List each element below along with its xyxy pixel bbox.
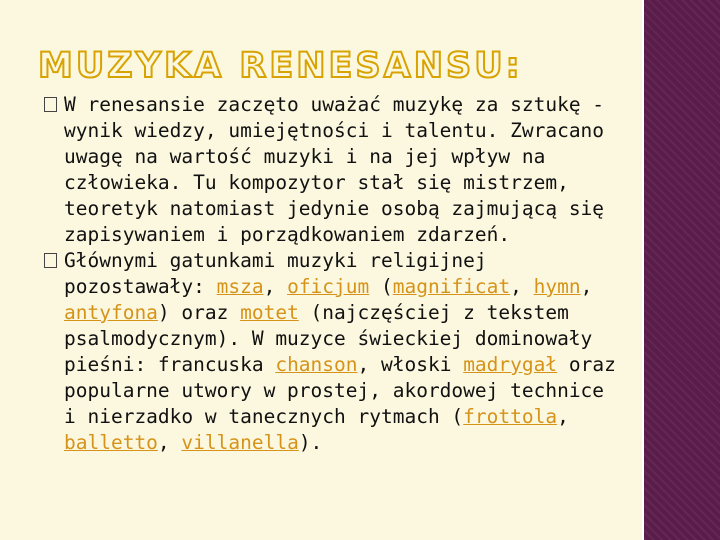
link-motet[interactable]: motet [240,301,299,324]
link-antyfona[interactable]: antyfona [64,301,158,324]
slide-title: MUZYKA RENESANSU: [38,46,523,86]
bullet-item-2 [44,248,624,456]
link-villanella[interactable]: villanella [181,431,299,454]
link-balletto[interactable]: balletto [64,431,158,454]
link-msza[interactable]: msza [216,275,264,298]
link-magnificat[interactable]: magnificat [392,275,511,298]
bullet-2-text: , [263,275,288,298]
bullet-item-1 [44,92,624,248]
decorative-side-strip [642,0,720,540]
link-chanson[interactable]: chanson [275,353,358,376]
bullet-2-text: , [580,275,593,298]
bullet-2-text: , włoski [357,353,464,376]
link-hymn[interactable]: hymn [533,275,581,298]
bullet-2-text: ( [369,275,393,298]
bullet-2-text: , [557,405,569,428]
bullet-box-icon [44,253,57,268]
bullet-box-icon [44,97,57,112]
bullet-2-text: oraz popularne utwory w prostej, akordowej technice i nierzadko w tanecznych rytmach ( [64,353,616,428]
link-frottola[interactable]: frottola [463,405,558,428]
slide-content [44,92,624,456]
bullet-2-text: ). [298,431,323,454]
bullet-2-text: Głównymi gatunkami muzyki religijnej pozostawały: [64,249,487,298]
link-madrygal[interactable]: madrygał [463,353,558,376]
bullet-2-text: (najczęściej z tekstem psalmodycznym). W muzyce świeckiej dominowały pieśni: francuska [64,301,593,376]
bullet-2-text: , [157,431,182,454]
link-oficjum[interactable]: oficjum [287,275,370,298]
strip-hatch-pattern [644,0,720,540]
bullet-1-text: W renesansie zaczęto uważać muzykę za sztukę - wynik wiedzy, umiejętności i talentu. Zwracano uwagę na wartość muzyki i na jej wpływ na człowieka. Tu kompozytor stał się mistrzem, teoretyk natomiast jedynie osobą zajmującą się zapisywaniem i porządkowaniem zdarzeń. [64,93,605,246]
bullet-2-text: , [510,275,534,298]
bullet-2-text: ) oraz [157,301,241,324]
